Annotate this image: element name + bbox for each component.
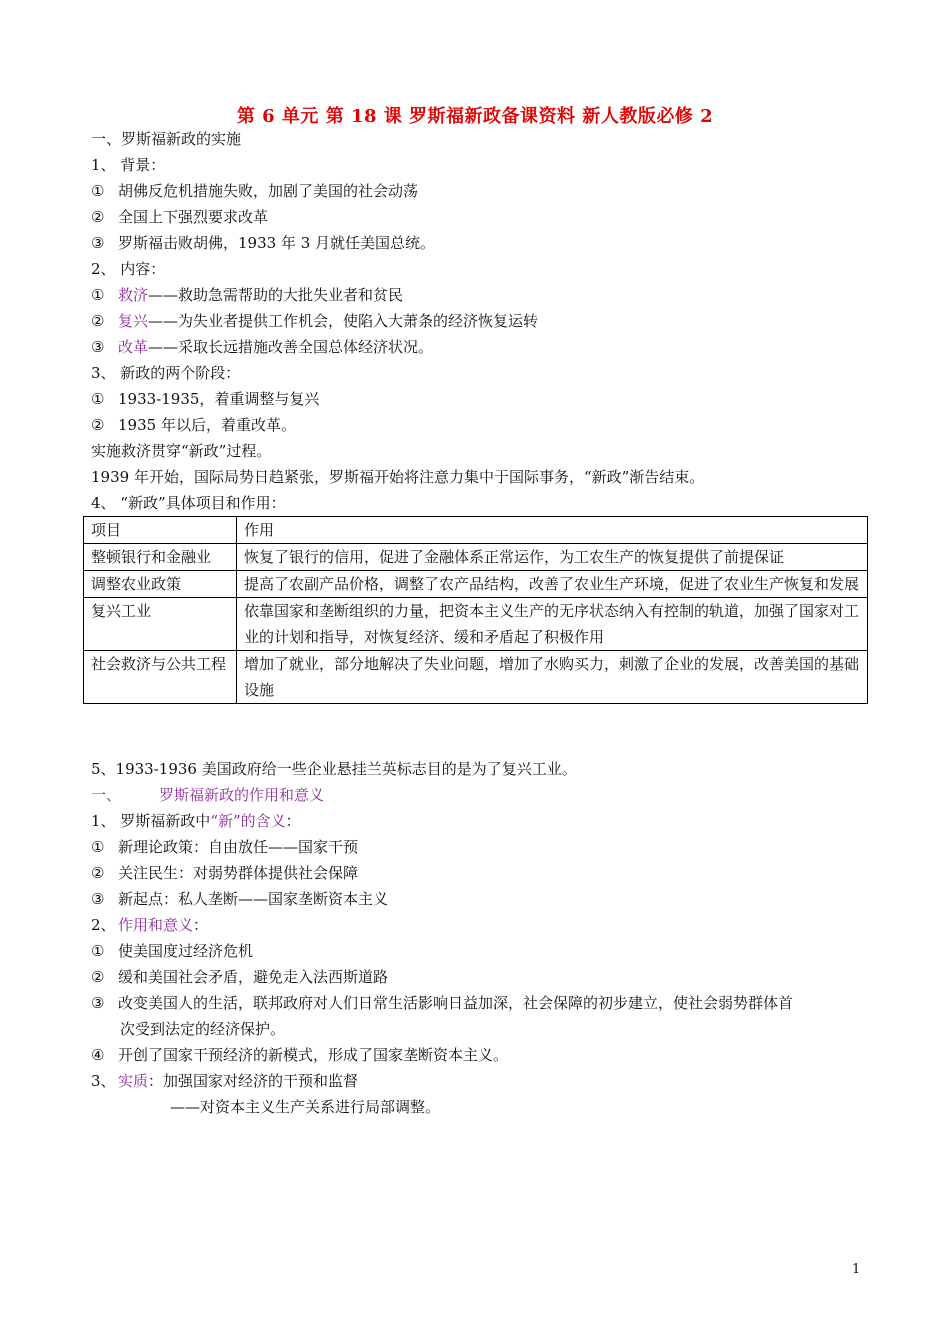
keyword: 复兴 xyxy=(118,312,149,330)
item-text: 新理论政策：自由放任——国家干预 xyxy=(118,838,359,856)
item-number: ② xyxy=(91,312,105,330)
page-number: 1 xyxy=(852,1262,861,1277)
heading-prefix: 1、 罗斯福新政中 xyxy=(91,812,211,830)
item-number: ③ xyxy=(91,234,105,252)
item-number: ① xyxy=(91,390,105,408)
list-item xyxy=(91,207,268,227)
item-number: ③ xyxy=(91,338,105,356)
table-cell-effect: 提高了农副产品价格，调整了农产品结构，改善了农业生产环境，促进了农业生产恢复和发展 xyxy=(237,571,868,598)
background-heading: 1、 背景： xyxy=(91,156,166,174)
keyword: 作用和意义 xyxy=(118,916,194,934)
item-text: 罗斯福击败胡佛，1933 年 3 月就任美国总统。 xyxy=(118,234,436,252)
item-number: ① xyxy=(91,838,105,856)
item-text: 全国上下强烈要求改革 xyxy=(118,208,269,226)
item-text: ——采取长远措施改善全国总体经济状况。 xyxy=(148,338,434,356)
item-text: ——救助急需帮助的大批失业者和贫民 xyxy=(148,286,404,304)
keyword: 实质 xyxy=(118,1072,149,1090)
list-item-continuation: 次受到法定的经济保护。 xyxy=(120,1020,286,1038)
table-cell-effect: 恢复了银行的信用，促进了金融体系正常运作，为工农生产的恢复提供了前提保证 xyxy=(237,544,868,571)
item-text: 关注民生：对弱势群体提供社会保障 xyxy=(118,864,359,882)
content-heading: 2、 内容： xyxy=(91,260,166,278)
keyword: “新”的含义 xyxy=(210,812,286,830)
heading-number: 3、 xyxy=(91,1072,116,1090)
table-cell-effect: 依靠国家和垄断组织的力量，把资本主义生产的无序状态纳入有控制的轨道，加强了国家对工业的计划和指导，对恢复经济、缓和矛盾起了积极作用 xyxy=(237,598,868,651)
table-cell-project: 社会救济与公共工程 xyxy=(84,651,237,704)
section-heading-significance xyxy=(91,785,324,805)
item-number: ① xyxy=(91,182,105,200)
table-row xyxy=(84,651,868,704)
section-heading-implementation: 一、罗斯福新政的实施 xyxy=(91,130,242,148)
item-number: ② xyxy=(91,208,105,226)
list-item xyxy=(91,233,435,253)
table-header-cell: 项目 xyxy=(84,517,237,544)
item-number: ③ xyxy=(91,994,105,1012)
item-text: 开创了国家干预经济的新模式，形成了国家垄断资本主义。 xyxy=(118,1046,509,1064)
list-item xyxy=(91,311,538,331)
item-number: ② xyxy=(91,864,105,882)
item-text: 新起点：私人垄断——国家垄断资本主义 xyxy=(118,890,389,908)
paragraph: 5、1933-1936 美国政府给一些企业悬挂兰英标志目的是为了复兴工业。 xyxy=(91,760,577,778)
item-number: ② xyxy=(91,416,105,434)
list-item xyxy=(91,941,253,961)
heading-suffix: ： xyxy=(193,916,209,934)
heading-suffix: ： xyxy=(285,812,301,830)
heading-text: 罗斯福新政的作用和意义 xyxy=(159,786,325,804)
item-text: 改变美国人的生活，联邦政府对人们日常生活影响日益加深，社会保障的初步建立，使社会弱势群体首 xyxy=(118,994,794,1012)
list-item xyxy=(91,285,403,305)
item-text: 缓和美国社会矛盾，避免走入法西斯道路 xyxy=(118,968,389,986)
list-item xyxy=(91,181,418,201)
paragraph: 1939 年开始，国际局势日趋紧张，罗斯福开始将注意力集中于国际事务，“新政”渐告结束。 xyxy=(91,468,705,486)
document-title: 第 6 单元 第 18 课 罗斯福新政备课资料 新人教版必修 2 xyxy=(236,106,714,127)
table-heading: 4、 “新政”具体项目和作用： xyxy=(91,494,286,512)
item-number: ② xyxy=(91,968,105,986)
heading-text: ：加强国家对经济的干预和监督 xyxy=(148,1072,359,1090)
item-number: ① xyxy=(91,286,105,304)
item-number: ④ xyxy=(91,1046,105,1064)
heading-number: 2、 xyxy=(91,916,116,934)
item-text: 使美国度过经济危机 xyxy=(118,942,254,960)
table-cell-project: 调整农业政策 xyxy=(84,571,237,598)
list-item xyxy=(91,889,388,909)
essence-heading xyxy=(91,1071,358,1091)
item-number: ① xyxy=(91,942,105,960)
list-item xyxy=(91,1045,508,1065)
table-cell-project: 复兴工业 xyxy=(84,598,237,651)
list-item xyxy=(91,967,388,987)
list-item xyxy=(91,837,358,857)
item-text: 1933-1935，着重调整与复兴 xyxy=(118,390,320,408)
item-number: ③ xyxy=(91,890,105,908)
table-row xyxy=(84,598,868,651)
new-meaning-heading xyxy=(91,811,301,831)
stages-heading: 3、 新政的两个阶段： xyxy=(91,364,241,382)
paragraph: 实施救济贯穿“新政”过程。 xyxy=(91,442,272,460)
item-text: ——为失业者提供工作机会，使陷入大萧条的经济恢复运转 xyxy=(148,312,539,330)
list-item xyxy=(91,337,433,357)
table-cell-project: 整顿银行和金融业 xyxy=(84,544,237,571)
list-item xyxy=(91,863,358,883)
item-text: 胡佛反危机措施失败，加剧了美国的社会动荡 xyxy=(118,182,419,200)
table-row xyxy=(84,544,868,571)
new-deal-table xyxy=(83,516,868,704)
table-row xyxy=(84,571,868,598)
table-header-row xyxy=(84,517,868,544)
list-item xyxy=(91,993,793,1013)
effects-heading xyxy=(91,915,208,935)
table-header-cell: 作用 xyxy=(237,517,868,544)
table-cell-effect: 增加了就业，部分地解决了失业问题，增加了水购买力，刺激了企业的发展，改善美国的基础设施 xyxy=(237,651,868,704)
item-text: 1935 年以后，着重改革。 xyxy=(118,416,296,434)
heading-number: 一、 xyxy=(91,786,122,804)
list-item xyxy=(91,415,296,435)
essence-continuation: ——对资本主义生产关系进行局部调整。 xyxy=(170,1098,441,1116)
keyword: 改革 xyxy=(118,338,149,356)
list-item xyxy=(91,389,319,409)
keyword: 救济 xyxy=(118,286,149,304)
